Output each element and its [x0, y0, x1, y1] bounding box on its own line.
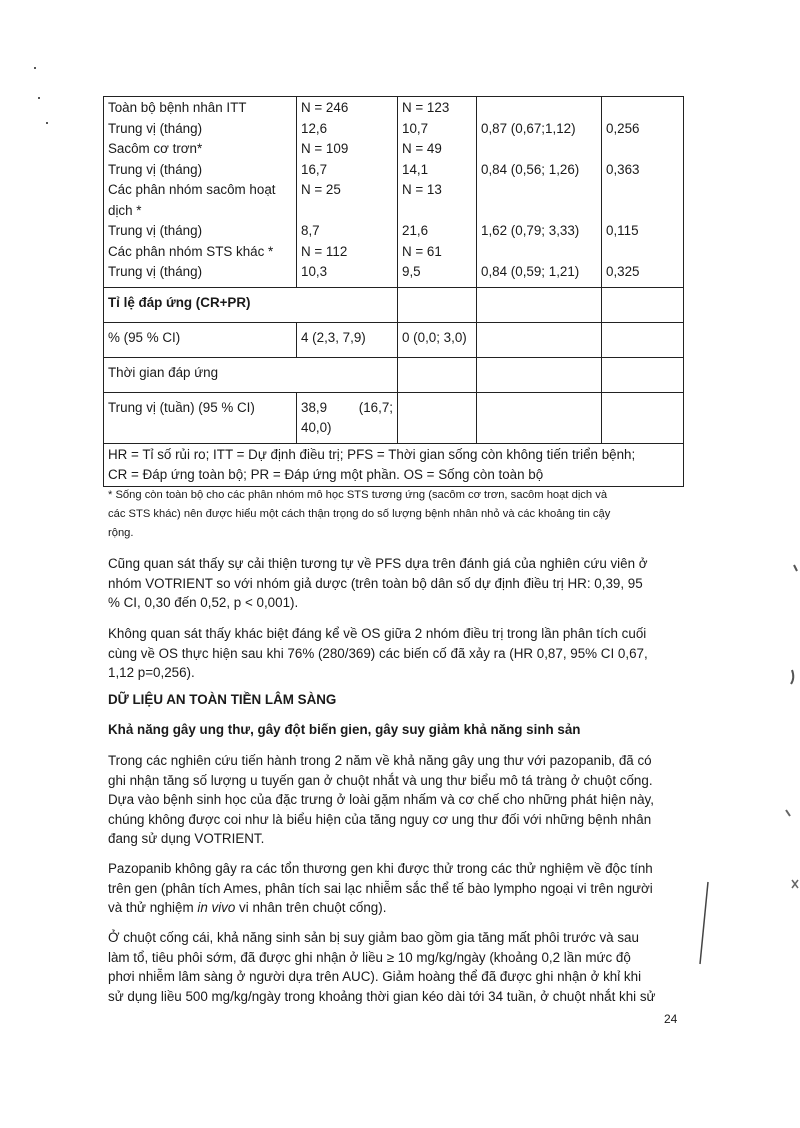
table-row: [104, 392, 684, 443]
cell-value: N = 25: [301, 182, 341, 197]
paragraph-os: Không quan sát thấy khác biệt đáng kể về OS giữa 2 nhóm điều trị trong lần phân tích cuối cùng về OS thực hiện sau khi 76% (280/369) các biến cố đã xảy ra (HR 0,87, 95% CI 0,67, 1,12 p=0,256).: [108, 626, 648, 681]
cell-value: N = 61: [402, 243, 442, 259]
cell-value: 10,7: [402, 120, 429, 136]
cell-value: [606, 201, 679, 222]
cell-value: 4 (2,3, 7,9): [297, 322, 398, 357]
scan-speck: [46, 122, 48, 124]
cell-value: 21,6: [402, 223, 429, 238]
cell-value: 0 (0,0; 3,0): [398, 322, 477, 357]
table-row: [104, 97, 684, 288]
table-row: [104, 287, 684, 322]
cell-value: 0,84 (0,59; 1,21): [481, 264, 580, 279]
cell-value: N = 123: [402, 100, 450, 115]
cell-value: N = 112: [301, 243, 348, 259]
abbreviations: HR = Tỉ số rủi ro; ITT = Dự định điều trị; PFS = Thời gian sống còn không tiến triển bệnh; CR = Đáp ứng toàn bộ; PR = Đáp ứng một phần. OS = Sống còn toàn bộ: [104, 443, 684, 486]
cell-value: N = 246: [301, 100, 349, 115]
cell-value: 0,256: [606, 120, 640, 136]
row-label: dịch *: [108, 202, 142, 218]
row-label: Sacôm cơ trơn*: [108, 141, 203, 156]
cell-value: [606, 98, 679, 119]
paragraph-pfs: Cũng quan sát thấy sự cải thiện tương tự về PFS dựa trên đánh giá của nghiên cứu viên ở nhóm VOTRIENT so với nhóm giả dược (trên toàn bộ dân số dự định điều trị HR: 0,39, 95 % CI, 0,30 đến 0,52, p < 0,001).: [108, 556, 648, 611]
cell-value: [481, 139, 597, 160]
row-label: Trung vị (tuần) (95 % CI): [104, 392, 297, 443]
cell-value: [606, 242, 679, 263]
cell-value: N = 13: [402, 182, 442, 197]
row-label: Trung vị (tháng): [108, 120, 203, 136]
cell-value: [481, 242, 597, 263]
cell-value: 12,6: [301, 120, 328, 136]
paragraph-fertility: Ở chuột cống cái, khả năng sinh sản bị suy giảm bao gồm gia tăng mất phôi trước và sau làm tổ, tiêu phôi sớm, đã được ghi nhận ở liều ≥ 10 mg/kg/ngày (khoảng 0,2 lần mức độ phơi nhiễm lâm sàng ở người dựa trên AUC). Giảm hoàng thể đã được ghi nhận ở khỉ khi sử dụng liều 500 mg/kg/ngày trong khoảng thời gian kéo dài tới 34 tuần, ở chuột nhắt khi sử: [108, 930, 656, 1004]
page-number: 24: [664, 1012, 678, 1026]
row-label: % (95 % CI): [104, 322, 297, 357]
duration-header: Thời gian đáp ứng: [104, 357, 398, 392]
cell-value: [481, 98, 597, 119]
row-label: Các phân nhóm STS khác *: [108, 243, 274, 259]
paragraph-genotoxicity: Pazopanib không gây ra các tổn thương gen khi được thử trong các thử nghiệm về độc tính trên gen (phân tích Ames, phân tích sai lạc nhiễm sắc thể tế bào lympho ngoại vi trên người và thử nghiệm in vivo vi nhân trên chuột cống).: [108, 861, 653, 916]
cell-value: 0,115: [606, 223, 639, 238]
cell-value: 0,325: [606, 264, 640, 279]
scan-speck: [38, 97, 40, 99]
results-table: [103, 96, 684, 487]
cell-value: (16,7;: [358, 399, 393, 415]
row-label: Các phân nhóm sacôm hoạt: [108, 182, 276, 197]
row-label: Trung vị (tháng): [108, 161, 203, 177]
cell-value: 16,7: [301, 161, 328, 177]
section-heading: DỮ LIỆU AN TOÀN TIỀN LÂM SÀNG: [108, 692, 337, 707]
margin-stroke-marks: [688, 0, 800, 1000]
cell-value: 8,7: [301, 223, 320, 238]
cell-value: 40,0): [301, 420, 332, 435]
cell-value: [606, 180, 679, 201]
response-rate-header: Tỉ lệ đáp ứng (CR+PR): [104, 287, 398, 322]
cell-value: 10,3: [301, 264, 328, 279]
cell-value: 0,84 (0,56; 1,26): [481, 161, 580, 177]
cell-value: 0,363: [606, 161, 640, 177]
cell-value: [301, 201, 393, 222]
subsection-heading: Khả năng gây ung thư, gây đột biến gien, gây suy giảm khả năng sinh sản: [108, 722, 581, 737]
cell-value: [481, 201, 597, 222]
cell-value: N = 49: [402, 141, 442, 156]
scan-speck: [34, 67, 36, 69]
cell-value: 1,62 (0,79; 3,33): [481, 223, 580, 238]
row-label: Toàn bộ bệnh nhân ITT: [108, 100, 247, 115]
cell-value: [606, 139, 679, 160]
row-label: Trung vị (tháng): [108, 223, 203, 238]
table-row: [104, 357, 684, 392]
table-row: [104, 322, 684, 357]
paragraph-carcinogenicity: Trong các nghiên cứu tiến hành trong 2 năm về khả năng gây ung thư với pazopanib, đã có ghi nhận tăng số lượng u tuyến gan ở chuột nhắt và ung thư biểu mô tá tràng ở chuột cống. Dựa vào bệnh sinh học của đặc trưng ở loài gặm nhấm và cơ chế cho những phát hiện này, chúng không được coi như là biểu hiện của tăng nguy cơ ung thư đối với những bệnh nhân đang sử dụng VOTRIENT.: [108, 753, 654, 847]
cell-value: 38,9: [301, 399, 328, 415]
cell-value: 9,5: [402, 264, 421, 279]
cell-value: 14,1: [402, 161, 429, 177]
row-label: Trung vị (tháng): [108, 264, 203, 279]
cell-value: 0,87 (0,67;1,12): [481, 120, 576, 136]
cell-value: [402, 201, 472, 222]
cell-value: N = 109: [301, 141, 349, 156]
cell-value: [481, 180, 597, 201]
table-row: [104, 443, 684, 486]
table-footnote: * Sống còn toàn bộ cho các phân nhóm mô học STS tương ứng (sacôm cơ trơn, sacôm hoạt dịch và các STS khác) nên được hiểu một cách thận trọng do số lượng bệnh nhân nhỏ và các khoảng tin cậy rộng.: [108, 489, 611, 539]
